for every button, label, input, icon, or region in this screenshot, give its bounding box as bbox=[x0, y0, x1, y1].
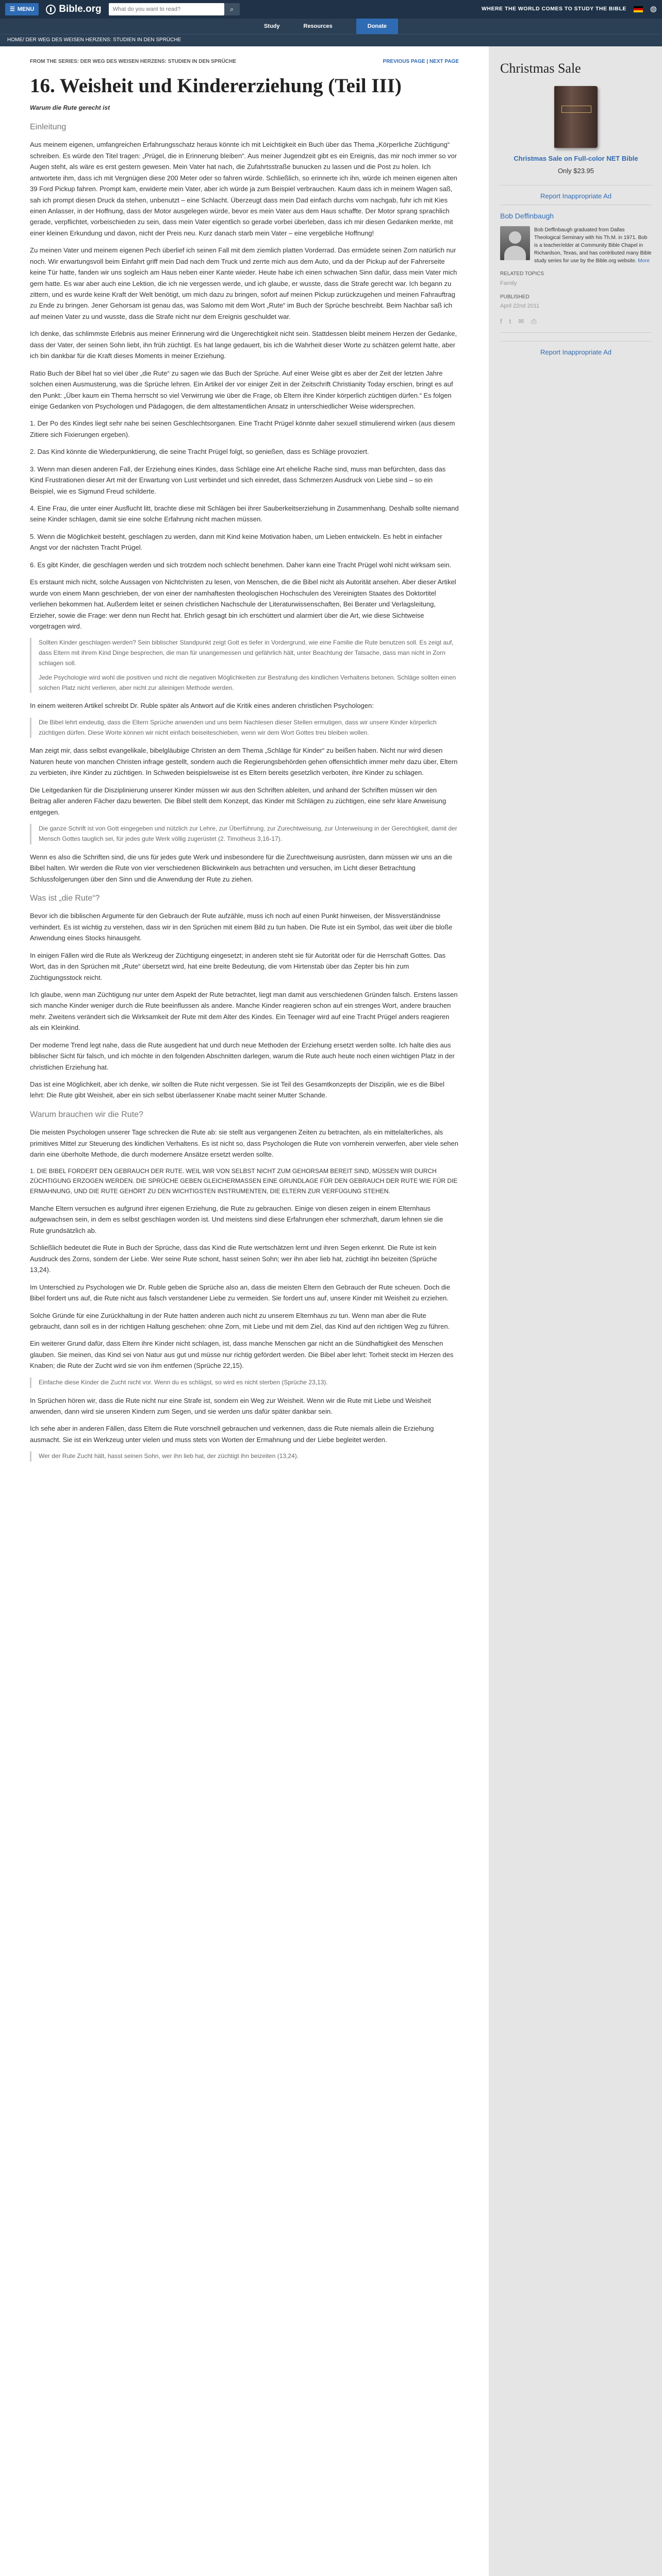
sidebar-title: Christmas Sale bbox=[500, 61, 581, 76]
author-box bbox=[500, 205, 652, 333]
menu-label: MENU bbox=[17, 6, 35, 12]
paragraph: Zu meinen Vater und meinem eigenen Pech überlief ich seinen Fall mit dem ziemlich platten Vorderrad. Das ermüdete seinen Zorn natürlich nur noch. Wir erwartungsvoll beim Einfahrt griff mein Dad nach dem Truck und zerrte mich aus dem Auto, und da der Pickup auf der Fahrerseite keine Tür hatte, fanden wir uns sogleich am Haus neben einer Kante wieder. Heute habe ich einen schwachen Sinn dafür, dass mein Vater mich gern hatte. Es war aber auch eine Lektion, die ich nie vergessen werde, und ich glaube, er wusste, dass die Strafe gerecht war. Ich begann zu zittern, und es wurde keine Kraft der Welt benötigt, um mich dazu zu bringen, sofort auf meinen Pickup zurückzugehen und meinen Fahrauftrag zu Ende zu bringen. Jener Gehorsam ist genau das, was Salomo mit dem Wort „Rute“ im Buch der Sprüche beschreibt. Beim Nachbar saß ich auf meinen Vater zu und wusste, dass die Strafe nicht nur dem Ereignis geschuldet war. bbox=[30, 246, 457, 320]
globe-icon[interactable]: ◍ bbox=[650, 4, 657, 13]
share-row bbox=[500, 316, 652, 332]
section-heading-why-need-rod: Warum brauchen wir die Rute? bbox=[30, 1110, 143, 1119]
paragraph: Schließlich bedeutet die Rute in Buch der Sprüche, dass das Kind die Rute wertschätzen lernt und ihren Segen erkennt. Die Rute ist kein Ausdruck des Zorns, sondern der Liebe. Wer seine Rute schont, hasst seinen Sohn; wer ihn aber lieb hat, züchtigt ihn beizeiten (Sprüche 13,24). bbox=[30, 1244, 437, 1274]
list-item: 6. Es gibt Kinder, die geschlagen werden und sich trotzdem noch schlecht benehmen. Daher kann eine Tracht Prügel wohl nicht wirksam sein. bbox=[30, 561, 452, 569]
blockquote bbox=[30, 638, 459, 693]
list-item: 5. Wenn die Möglichkeit besteht, geschlagen zu werden, dann mit Kind keine Motivation haben, um Lieben entwickeln. Es hebt in einfacher Angst vor der nächsten Tracht Prügel. bbox=[30, 532, 442, 552]
author-bio: Bob Deffinbaugh graduated from Dallas Theological Seminary with his Th.M. in 1971. Bob is a teacher/elder at Community Bible Chapel in Richardson, Texas, and has contributed many Bible study series for use by the Bible.org website. bbox=[534, 227, 652, 264]
list-item: 3. Wenn man diesen anderen Fall, der Erziehung eines Kindes, dass Schläge eine Art eheliche Rache sind, muss man befürchten, dass das Kind Frustrationen dieser Art mit der Erwartung von Lust verbindet und sich einredet, dass Schmerzen Ausdruck von Liebe sind – so ein Beispiel, wie es Sigmund Freud schilderte. bbox=[30, 465, 446, 495]
paragraph: Ich glaube, wenn man Züchtigung nur unter dem Aspekt der Rute betrachtet, liegt man damit aus verschiedenen Gründen falsch. Erstens lassen sich manche Kinder weniger durch die Rute beeinflussen als andere. Manche Kinder reagieren schon auf ein strenges Wort, andere brauchen mehr. Zweitens verändert sich die Wirksamkeit der Rute mit dem Alter des Kindes. Ein Teenager wird auf eine Tracht Prügel anders reagieren als ein Kleinkind. bbox=[30, 990, 458, 1032]
paragraph: Manche Eltern versuchen es aufgrund ihrer eigenen Erziehung, die Rute zu gebrauchen. Einige von diesen zeigen in einem Elternhaus aufgewachsen sein, in dem es selbst geschlagen worden ist. Und meistens sind diese Erfahrungen eher schmerzhaft, darum lehnen sie die Rute grundsätzlich ab. bbox=[30, 1205, 443, 1234]
quote-text: Sollten Kinder geschlagen werden? Sein biblischer Standpunkt zeigt Gott es tiefer in Vordergrund, wie eine Familie die Rute benutzen soll. Es zeigt auf, dass Eltern mit ihrem Kind Dinge besprechen, die man für unangemessen und gefährlich hält, unter Beachtung der Tatsache, dass man nicht in Zorn schlagen soll. bbox=[39, 639, 454, 667]
blockquote bbox=[30, 1451, 459, 1462]
published-date: April 22nd 2011 bbox=[500, 303, 540, 310]
sidebar bbox=[489, 46, 662, 2576]
author-more-link[interactable]: More bbox=[638, 258, 650, 264]
paragraph: 1. DIE BIBEL FORDERT DEN GEBRAUCH DER RUTE. WEIL WIR VON SELBST NICHT ZUM GEHORSAM BEREIT SIND, MÜSSEN WIR DURCH ZÜCHTIGUNG ERZOGEN WERDEN. DIE SPRÜCHE GEBEN GLEICHERMASSEN EINE GRUNDLAGE FÜR DEN GEBRAUCH DER RUTE WIE FÜR DIE ERMAHNUNG, UND DIE RUTE GEHÖRT ZU DEN WICHTIGSTEN INSTRUMENTEN, DIE ELTERN ZUR VERFÜGUNG STEHEN. bbox=[30, 1167, 458, 1195]
bible-cover-image[interactable] bbox=[554, 86, 598, 148]
menu-button[interactable] bbox=[5, 3, 39, 15]
prev-next-links[interactable]: PREVIOUS PAGE | NEXT PAGE bbox=[383, 59, 459, 64]
search-icon: ⌕ bbox=[229, 5, 234, 13]
paragraph: Die meisten Psychologen unserer Tage schrecken die Rute ab: sie stellt aus vergangenen Zeiten zu betrachten, als ein mittelalterliches, als primitives Mittel zur Steuerung des kindlichen Verhaltens. Es ist nicht so, dass Psychologen die Rute von vornherein verwerfen, aber viele sehen darin eine überholte Methode, die durch modernere Ansätze ersetzt werden sollte. bbox=[30, 1128, 458, 1159]
email-icon[interactable]: ✉ bbox=[518, 317, 524, 326]
paragraph: Solche Gründe für eine Zurückhaltung in der Rute hatten anderen auch nicht zu unserem Elternhaus zu tun. Wenn man aber die Rute gebraucht, dann soll es in der richtigen Haltung geschehen: ohne Zorn, mit Liebe und mit dem Ziel, das Kind auf den richtigen Weg zu führen. bbox=[30, 1311, 450, 1330]
paragraph: Im Unterschied zu Psychologen wie Dr. Ruble geben die Sprüche also an, dass die meisten Eltern den Gebrauch der Rute scheuen. Doch die Bibel fordert uns auf, die Rute nicht aus falsch verstandener Liebe zu vermeiden. Sie fordert uns auf, unsere Kinder mit Weisheit zu erziehen. bbox=[30, 1283, 451, 1302]
section-heading-what-is-rod: Was ist „die Rute“? bbox=[30, 893, 100, 903]
nav-study[interactable]: Study bbox=[263, 23, 280, 29]
blockquote bbox=[30, 824, 459, 844]
list-item: 1. Der Po des Kindes liegt sehr nahe bei seinen Geschlechtsorganen. Eine Tracht Prügel könnte daher sexuell stimulierend wirken (aus diesem Zitiere sich Fixierungen ergeben). bbox=[30, 419, 455, 438]
quote-text: Einfache diese Kinder die Zucht nicht vor. Wenn du es schlägst, so wird es nicht sterben (Sprüche 23,13). bbox=[39, 1378, 328, 1386]
promo-link[interactable]: Christmas Sale on Full-color NET Bible bbox=[514, 154, 638, 162]
series-label[interactable]: FROM THE SERIES: DER WEG DES WEISEN HERZENS: STUDIEN IN DEN SPRÜCHE bbox=[30, 59, 237, 64]
quote-text: Wer der Rute Zucht hält, hasst seinen Sohn, wer ihn lieb hat, der züchtigt ihn beizeiten (13,24). bbox=[39, 1452, 299, 1460]
article bbox=[0, 46, 489, 2576]
top-bar bbox=[0, 0, 662, 19]
paragraph: Das ist eine Möglichkeit, aber ich denke, wir sollten die Rute nicht vergessen. Sie ist Teil des Gesamtkonzepts der Disziplin, wie es die Bibel lehrt: Die Rute gibt Weisheit, aber ein sich selbst überlassener Knabe macht seiner Mutter Schande. bbox=[30, 1080, 444, 1099]
promo-price: Only $23.95 bbox=[557, 167, 594, 175]
paragraph: Ratio Buch der Bibel hat so viel über „die Rute“ zu sagen wie das Buch der Sprüche. Auf einer Weise gibt es aber der Zeit der letzten Jahre solchen einen Ausmusterung, was die Sprüche lehren. Ein Artikel der vor einiger Zeit in der Zeitschrift Christianity Today erschien, bringt es auf den Punkt: „Über kaum ein Thema herrscht so viel Verwirrung wie über die Frage, ob Eltern ihre Kinder körperlich züchtigen dürfen.“ Es folgen einige Gedanken von Psychologen und Pädagogen, die dem alttestamentlichen Ansatz in unterschiedlicher Weise widersprechen. bbox=[30, 369, 453, 410]
donate-button[interactable]: Donate bbox=[356, 19, 398, 34]
report-ad-link-2[interactable]: Report Inappropriate Ad bbox=[500, 341, 652, 358]
tagline: WHERE THE WORLD COMES TO STUDY THE BIBLE bbox=[481, 6, 626, 12]
related-topic-link[interactable]: Family bbox=[500, 280, 517, 286]
paragraph: In einem weiteren Artikel schreibt Dr. Ruble später als Antwort auf die Kritik eines anderen christlichen Psychologen: bbox=[30, 702, 374, 710]
language-flag-icon[interactable] bbox=[634, 6, 643, 12]
blockquote bbox=[30, 718, 459, 738]
article-subtitle: Warum die Rute gerecht ist bbox=[30, 104, 110, 112]
section-heading-intro: Einleitung bbox=[30, 122, 67, 131]
paragraph: Es erstaunt mich nicht, solche Aussagen von Nichtchristen zu lesen, von Menschen, die die Bibel nicht als Autorität ansehen. Aber dieser Artikel wurde von einem Mann geschrieben, der von einer der namhaftesten theologischen Hochschulen des Vereinigten Staates des Doktortitel verliehen bekommen hat. Außerdem leitet er seinen christlichen Nachschule der Literaturwissenschaften, Bei Berater und Verlagsleitung, Erzieher, sowie die Frage: wer denn nun Recht hat. Ehrlich gesagt bin ich erschüttert und alarmiert über die Art, wie diese Sichtweise vorgetragen wird. bbox=[30, 578, 456, 630]
paragraph: Die Leitgedanken für die Disziplinierung unserer Kinder müssen wir aus den Schriften ableiten, und anhand der Schriften müssen wir den Beitrag aller anderen Fächer dazu bewerten. Die Bibel stellt dem Konzept, das Kinder mit Schlägen zu züchtigen, eine sehr klare Anweisung entgegen. bbox=[30, 786, 446, 816]
paragraph: Der moderne Trend legt nahe, dass die Rute ausgedient hat und durch neue Methoden der Erziehung ersetzt werden sollte. Ich halte dies aus biblischer Sicht für falsch, und ich möchte in den folgenden Abschnitten darlegen, warum die Rute auch heute noch einen wichtigen Platz in der christlichen Erziehung hat. bbox=[30, 1041, 455, 1071]
blockquote bbox=[30, 1378, 459, 1388]
related-label: RELATED TOPICS bbox=[500, 271, 544, 277]
avatar bbox=[500, 226, 530, 260]
main-nav bbox=[0, 19, 662, 34]
paragraph: Ich sehe aber in anderen Fällen, dass Eltern die Rute vorschnell gebrauchen und verkennen, dass die Rute niemals allein die Erziehung ausmacht. Sie ist ein Werkzeug unter vielen und muss stets von Worten der Ermahnung und der Liebe begleitet werden. bbox=[30, 1425, 434, 1444]
quote-text: Jede Psychologie wird wohl die positiven und nicht die negativen Möglichkeiten zur Bestrafung des kindlichen Verhaltens betonen. Schläge sollten einen solchen Platz nicht verlieren, aber nicht zur alleinigen Methode werden. bbox=[39, 673, 456, 691]
list-item: 4. Eine Frau, die unter einer Ausflucht litt, brachte diese mit Schlägen bei ihrer Sauberkeitserziehung in Zusammenhang. Deshalb sollte niemand seine Kinder schlagen, damit sie eine solche Erfahrung nicht machen müssen. bbox=[30, 504, 459, 523]
twitter-icon[interactable]: t bbox=[509, 317, 511, 326]
author-name[interactable]: Bob Deffinbaugh bbox=[500, 211, 554, 220]
search-input[interactable] bbox=[109, 3, 224, 15]
facebook-icon[interactable]: f bbox=[500, 317, 502, 326]
report-ad-link[interactable]: Report Inappropriate Ad bbox=[500, 185, 652, 201]
breadcrumb-series[interactable]: / DER WEG DES WEISEN HERZENS: STUDIEN IN DEN SPRÜCHE bbox=[23, 37, 181, 43]
page-title: 16. Weisheit und Kindererziehung (Teil III) bbox=[30, 74, 402, 97]
paragraph: Wenn es also die Schriften sind, die uns für jedes gute Werk und insbesondere für die Zurechtweisung ausrüsten, dann müssen wir uns an die Bibel halten. Wir werden die Rute von vier verschiedenen Blickwinkeln aus betrachten und versuchen, im Licht dieser Betrachtung Schlussfolgerungen über den Sinn und die Anwendung der Rute zu ziehen. bbox=[30, 853, 452, 883]
print-icon[interactable]: ⎙ bbox=[531, 317, 537, 326]
paragraph: Ein weiterer Grund dafür, dass Eltern ihre Kinder nicht schlagen, ist, dass manche Menschen gar nicht an die Sündhaftigkeit des Menschen glauben. Sie meinen, das Kind sei von Natur aus gut und müsse nur richtig gefördert werden. Die Bibel aber lehrt: Torheit steckt im Herzen des Knaben; die Rute der Zucht wird sie von ihm entfernen (Sprüche 22,15). bbox=[30, 1340, 454, 1370]
nav-resources[interactable]: Resources bbox=[303, 23, 333, 29]
breadcrumb-home[interactable]: HOME bbox=[7, 37, 23, 43]
brand-name: Bible.org bbox=[59, 4, 102, 15]
hamburger-icon: ☰ bbox=[10, 6, 15, 12]
search-button[interactable] bbox=[224, 3, 240, 15]
paragraph: In Sprüchen hören wir, dass die Rute nicht nur eine Strafe ist, sondern ein Weg zur Weisheit. Wenn wir die Rute mit Liebe und Weisheit anwenden, dann wird sie unseren Kindern zum Segen, und sie werden uns dafür später dankbar sein. bbox=[30, 1396, 432, 1415]
logo-icon bbox=[46, 5, 56, 14]
paragraph: Bevor ich die biblischen Argumente für den Gebrauch der Rute aufzähle, muss ich noch auf einen Punkt hinweisen, der Missverständnisse verhindert. Es ist wichtig zu verstehen, dass wir in den Sprüchen mit einem Bild zu tun haben. Die Rute ist ein Symbol, das weit über die bloße Anwendung eines Stocks hinausgeht. bbox=[30, 912, 453, 942]
published-label: PUBLISHED bbox=[500, 294, 529, 300]
paragraph: Man zeigt mir, dass selbst evangelikale, bibelgläubige Christen an dem Thema „Schläge für Kinder“ zu beißen haben. Nicht nur wird diesen Naturen heute von manchen Christen infrage gestellt, sondern auch die Regierungsbehörden gehen offensichtlich immer mehr dazu über, Eltern zu verbieten, ihre Kinder zu züchtigen. In Schweden beispielsweise ist es Eltern bereits gesetzlich verboten, ihre Kinder zu schlagen. bbox=[30, 747, 458, 777]
paragraph: Ich denke, das schlimmste Erlebnis aus meiner Erinnerung wird die Ungerechtigkeit nicht sein. Stattdessen bleibt meinem Herzen der Gedanke, dass der Vater, der seinen Sohn liebt, ihn früh züchtigt. Es hat lange gedauert, bis ich die Wahrheit dieser Worte zu schätzen gelernt hatte, aber ich bin dankbar für die Kraft dieses Moments in meiner Erziehung. bbox=[30, 330, 457, 360]
quote-text: Die Bibel lehrt eindeutig, dass die Eltern Sprüche anwenden und uns beim Nachlesen dieser Stellen ermutigen, dass wir unsere Kinder körperlich züchtigen dürfen. Diese Worte können wir nicht einfach beiseiteschieben, wenn wir dem Wort Gottes treu bleiben wollen. bbox=[39, 718, 437, 736]
list-item: 2. Das Kind könnte die Wiederpunktierung, die seine Tracht Prügel folgt, so genießen, dass es Schläge provoziert. bbox=[30, 448, 369, 456]
quote-text: Die ganze Schrift ist von Gott eingegeben und nützlich zur Lehre, zur Überführung, zur Zurechtweisung, zur Unterweisung in der Gerechtigkeit, damit der Mensch Gottes tauglich sei, für jedes gute Werk völlig zugerüstet (2. Timotheus 3,16-17). bbox=[39, 825, 457, 842]
paragraph: In einigen Fällen wird die Rute als Werkzeug der Züchtigung eingesetzt; in anderen steht sie für Autorität oder für die Herrschaft Gottes. Das Wort, das in den Sprüchen mit „Rute“ übersetzt wird, hat eine breite Bedeutung, die vom Hirtenstab über das Zepter bis hin zum Züchtigungsstock reicht. bbox=[30, 951, 446, 981]
brand-logo[interactable] bbox=[46, 1, 101, 17]
paragraph: Aus meinem eigenen, umfangreichen Erfahrungsschatz heraus könnte ich mit Leichtigkeit ein Buch über das Thema „Körperliche Züchtigung“ schreiben. Es würde den Titel tragen: „Prügel, die in Erinnerung bleiben“. Aus meiner Jugendzeit gibt es ein Ereignis, das mir noch immer so vor Augen steht, als wäre es erst gestern gewesen. Mein Vater hat nach, die Zufahrtsstraße bunucken zu lassen und die Post zu holen. Ich antwortete ihm, dass ich mit Vergnügen diese 200 Meter oder so fahren würde. Schließlich, so erinnerte ich ihn, würde ich meinen eigenen alten 39 Ford Pickup fahren. Prompt kam, erwiderte mein Vater, aber ich würde ja zum Beispiel verbrauchen. Kaum dass ich in meinem Wagen saß, sah ich prompt diesen Druck da stehen, unbenutzt – eine Schlacht. Überzeugt dass mein Dad einfach durchs vorn nachgab, fuhr ich mit Kies einen Anlasser, in der Hoffnung, dass der Motor ausgelegen würde, bevor es mein Vater aus dem Haus schaffte. Der Motor sprang sprachlich gerade, verpflichtet, vorbeischieden zu sein, dass mein Vater eigentlich so gerade vorbei überleben, dass ich mir diesen Gedanken merkte, mit einer kleinen Erkundung und davon, nicht der Preis neu. Kurz danach starb mein Vater – eine vergebliche Hoffnung! bbox=[30, 141, 457, 237]
breadcrumb bbox=[0, 34, 662, 46]
